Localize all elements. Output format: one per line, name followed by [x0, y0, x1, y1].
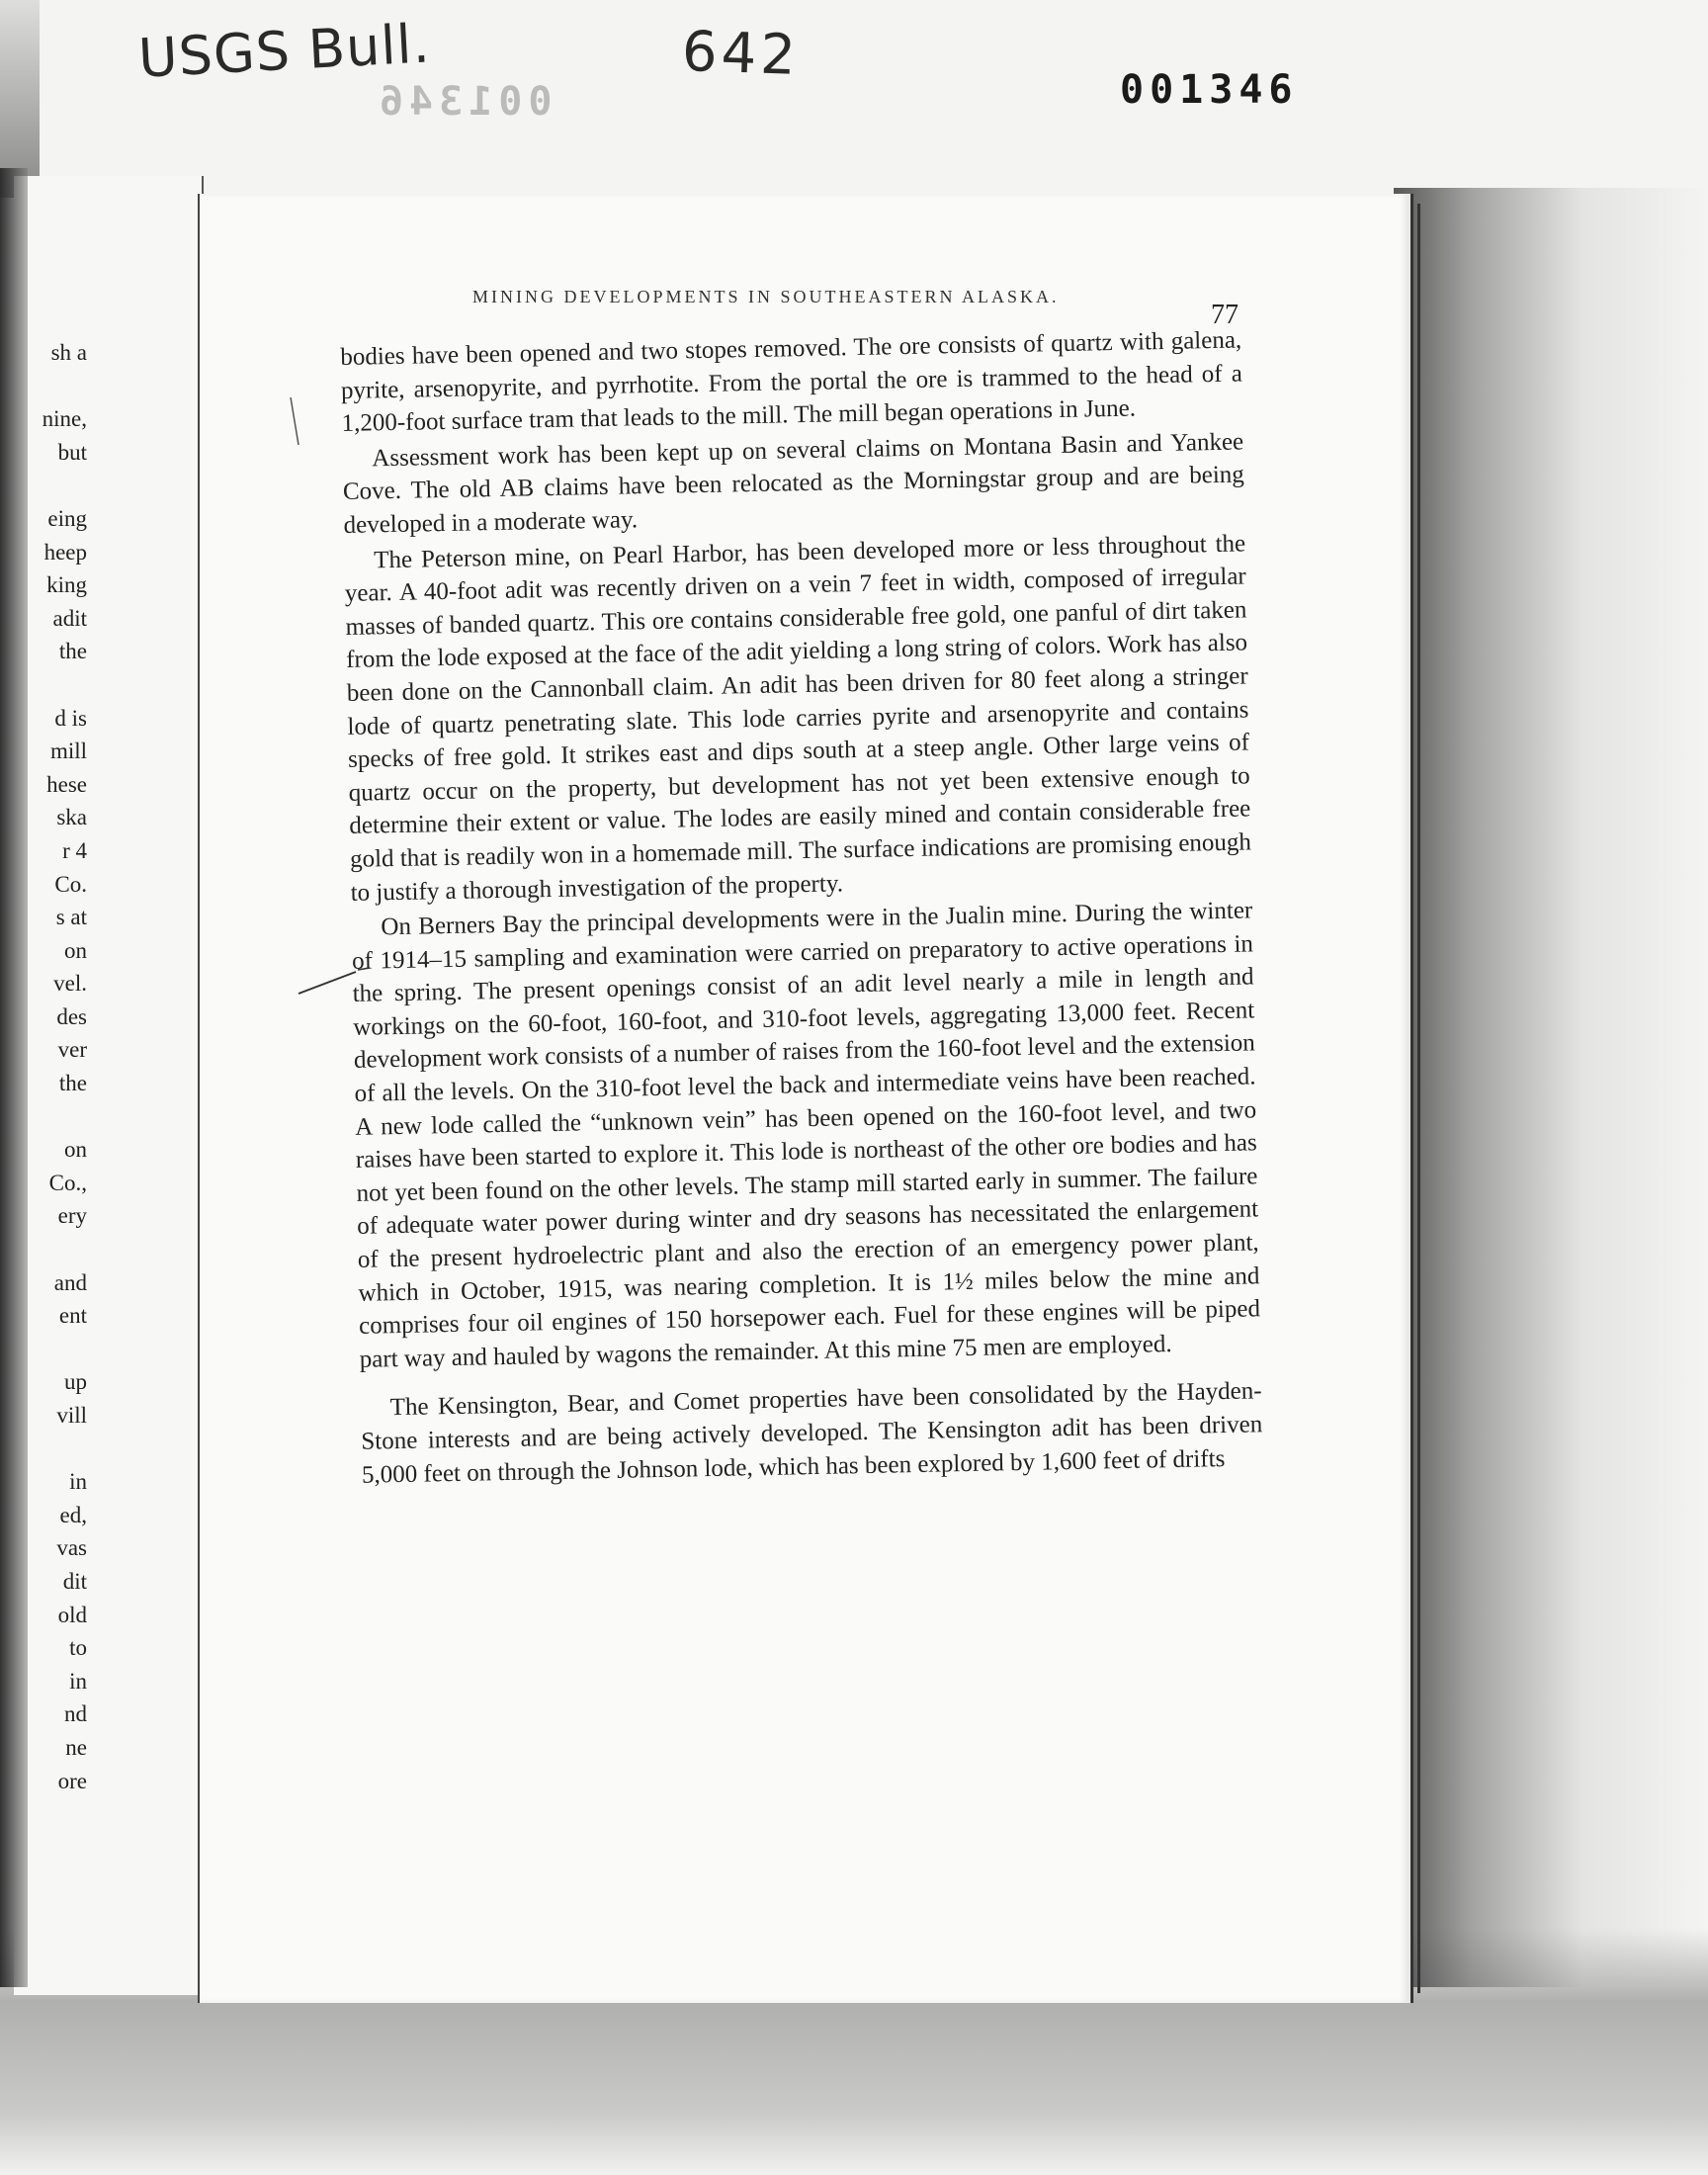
left-page-fragment: ed, — [59, 1502, 87, 1527]
left-page-fragment: vill — [56, 1403, 87, 1428]
left-page-fragment: eing — [47, 505, 87, 531]
left-page-text-fragments — [18, 336, 87, 1797]
paragraph: Assessment work has been kept up on several claims on Montana Basin and Yankee Cove. The old AB claims have been relocated as the Morningstar group and are being developed in a moderate way. — [342, 428, 1245, 539]
left-page-fragment: on — [64, 937, 87, 963]
left-page-fragment: in — [69, 1668, 87, 1694]
left-page-fragment — [18, 1100, 87, 1134]
left-page-fragment: adit — [52, 605, 87, 631]
left-page-fragment: ne — [65, 1734, 87, 1760]
handwritten-source-note: USGS Bull. — [136, 12, 432, 90]
left-page-fragment: in — [69, 1469, 87, 1495]
left-page-fragment — [18, 469, 87, 502]
left-page-fragment: ery — [57, 1203, 87, 1229]
stamped-document-id: 001346 — [1120, 67, 1299, 113]
left-page-fragment: ore — [57, 1768, 87, 1793]
left-page-fragment: Co., — [48, 1170, 87, 1195]
left-page-fragment: mill — [49, 739, 87, 764]
left-page-fragment: hese — [46, 771, 87, 797]
left-page-fragment: nine, — [42, 406, 87, 432]
left-page-fragment: vel. — [53, 971, 87, 997]
left-page-fragment: ent — [58, 1303, 87, 1329]
left-page-fragment: but — [57, 439, 87, 465]
margin-pen-stroke — [287, 395, 306, 455]
left-page-fragment: ska — [56, 805, 87, 830]
left-page-fragment: sh a — [50, 340, 87, 365]
paragraph: The Kensington, Bear, and Comet properties have been consolidated by the Hayden-Stone interests and are being actively developed. The Kensington adit has been driven 5,000 feet on through the Johnson lode, which has been explored by 1,600 feet of drifts — [361, 1377, 1263, 1489]
left-page-fragment: r 4 — [62, 837, 87, 863]
left-page-fragment: dit — [62, 1568, 87, 1594]
left-page-fragment: up — [64, 1369, 87, 1395]
left-page-fragment — [18, 1233, 87, 1266]
handwritten-bulletin-number: 642 — [680, 19, 801, 89]
left-page-fragment: ver — [57, 1037, 87, 1063]
left-page-fragment: the — [58, 639, 87, 664]
left-page-fragment: vas — [56, 1535, 87, 1561]
page-number: 77 — [1211, 300, 1238, 330]
left-page-fragment: nd — [64, 1701, 87, 1727]
bleed-through-document-id: 001346 — [374, 79, 553, 125]
left-page-fragment — [18, 370, 87, 403]
left-page-fragment: the — [58, 1071, 87, 1096]
paragraph: The Peterson mine, on Pearl Harbor, has been developed more or less throughout the year. A 40-foot adit was recently driven on a vein 7 feet in width, composed of irregular masses of banded quartz. This ore contains considerable free gold, one panful of dirt taken from the lode exposed at the face of the adit yielding a long string of colors. Work has also been done on the Cannonball claim. An adit has been driven for 80 feet along a stringer lode of quartz penetrating slate. This lode carries pyrite and arsenopyrite and contains specks of free gold. It strikes east and dips south at a steep angle. Other large veins of quartz occur on the property, but development has not yet been extensive enough to determine their extent or value. The lodes are easily mined and contain considerable free gold that is readily won in a homemade mill. The surface indications are promising enough to justify a thorough investigation of the property. — [344, 530, 1252, 907]
paragraph: On Berners Bay the principal developments were in the Jualin mine. During the winter of 1914–15 sampling and examination were carried on preparatory to active operations in the spring. The present openings consist of an adit level nearly a mile in length and workings on the 60-foot, 160-foot, and 310-foot levels, aggregating 13,000 feet. Recent development work consists of a number of raises from the 160-foot level and the extension of all the levels. On the 310-foot level the back and intermediate veins have been reached. A new lode called the “unknown vein” has been opened on the 160-foot level, and two raises have been started to explore it. This lode is northeast of the other ore bodies and has not yet been found on the other levels. The stamp mill started early in summer. The failure of adequate water power during winter and dry seasons has necessitated the enlargement of the present hydroelectric plant and also the erection of an emergency power plant, which in October, 1915, was nearing completion. It is 1½ miles below the mine and comprises four oil engines of 150 horsepower each. Fuel for these engines will be piped part way and hauled by wagons the remainder. At this mine 75 men are employed. — [351, 897, 1261, 1373]
body-text — [340, 323, 1263, 1491]
left-page-fragment: des — [56, 1003, 87, 1029]
running-header: MINING DEVELOPMENTS IN SOUTHEASTERN ALASKA. — [472, 287, 1060, 306]
margin-pen-mark — [297, 964, 376, 1003]
scan-shadow-right — [1394, 188, 1708, 1987]
left-page-fragment: heep — [43, 539, 87, 565]
left-page-fragment: to — [69, 1635, 87, 1661]
left-page-fragment — [18, 1433, 87, 1466]
left-page-fragment — [18, 1333, 87, 1366]
left-page-fragment: Co. — [54, 871, 87, 897]
left-page-fragment: on — [64, 1137, 87, 1163]
left-page-fragment: s at — [55, 905, 87, 930]
left-page-fragment: and — [53, 1269, 87, 1295]
left-page-fragment: d is — [54, 705, 87, 731]
left-page-fragment — [18, 668, 87, 702]
left-page-fragment: old — [57, 1602, 87, 1627]
paragraph: bodies have been opened and two stopes removed. The ore consists of quartz with galena, pyrite, arsenopyrite, and pyrrhotite. From the portal the ore is trammed to the head of a 1,200-foot surface tram that leads to the mill. The mill began operations in June. — [340, 326, 1243, 438]
left-page-fragment: king — [46, 572, 87, 598]
